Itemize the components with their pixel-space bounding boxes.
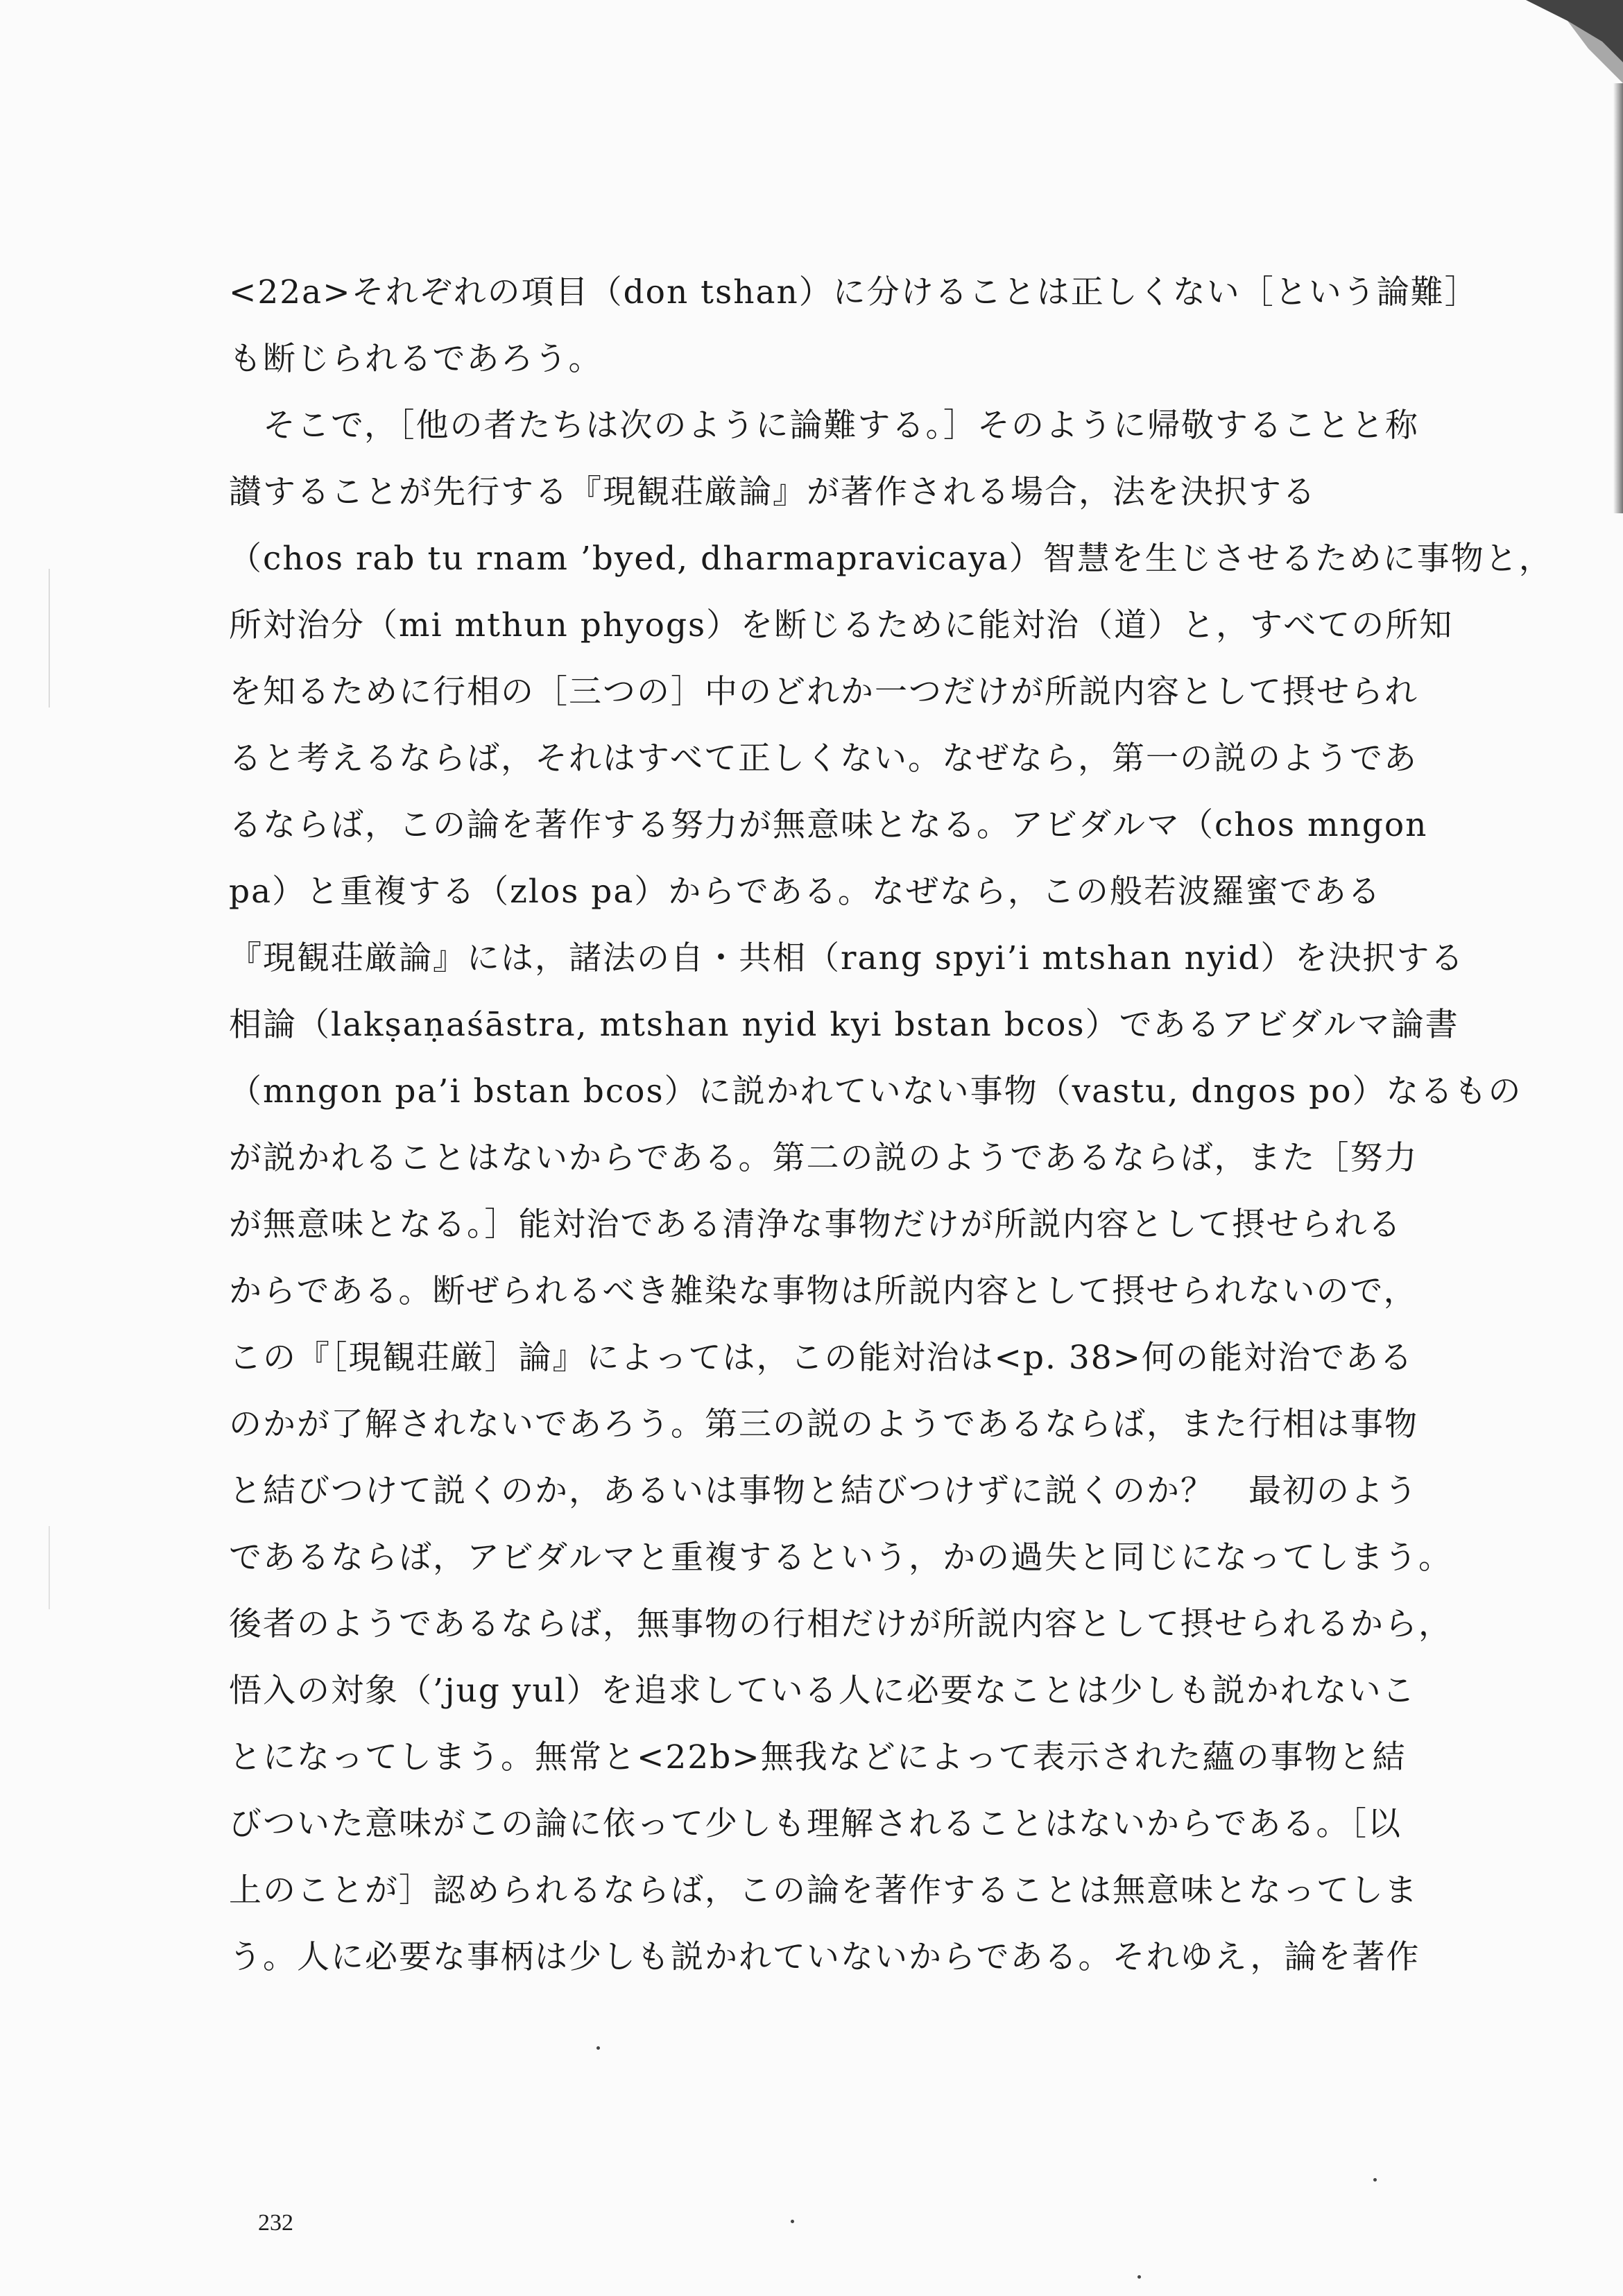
scan-artifact (49, 1526, 50, 1609)
text-line: と結びつけて説くのか，あるいは事物と結びつけずに説くのか？ 最初のよう (229, 1472, 1418, 1510)
text-line: びついた意味がこの論に依って少しも理解されることはないからである。［以 (229, 1805, 1402, 1843)
scan-edge-shadow (1613, 83, 1623, 513)
text-line: のかが了解されないであろう。第三の説のようであるならば，また行相は事物 (229, 1405, 1418, 1443)
page-number: 232 (258, 2210, 293, 2236)
text-line: 讃することが先行する『現観荘厳論』が著作される場合，法を決択する (229, 473, 1316, 511)
text-line: この『［現観荘厳］論』によっては，この能対治は<p. 38>何の能対治である (229, 1339, 1414, 1377)
text-line: が無意味となる。］能対治である清浄な事物だけが所説内容として摂せられる (229, 1206, 1402, 1244)
text-line: （chos rab tu rnam ’byed, dharmapravicaya）智慧を生じさせるために事物と， (229, 540, 1553, 578)
scan-corner-shadow (1484, 0, 1623, 83)
text-line: が説かれることはないからである。第二の説のようであるならば，また［努力 (229, 1139, 1418, 1177)
text-line: 後者のようであるならば，無事物の行相だけが所説内容として摂せられるから， (229, 1605, 1452, 1643)
scan-artifact (49, 569, 50, 708)
text-line: からである。断ぜられるべき雑染な事物は所説内容として摂せられないので， (229, 1272, 1418, 1310)
text-line: 『現観荘厳論』には，諸法の自・共相（rang spyi’i mtshan nyid）を決択する (229, 939, 1465, 977)
text-line: であるならば，アビダルマと重複するという，かの過失と同じになってしまう。 (229, 1539, 1452, 1577)
text-line: ると考えるならば，それはすべて正しくない。なぜなら，第一の説のようであ (229, 739, 1418, 778)
text-line: （mngon pa’i bstan bcos）に説かれていない事物（vastu, dngos po）なるもの (229, 1072, 1522, 1111)
text-line: も断じられるであろう。 (229, 340, 603, 378)
text-line: 所対治分（mi mthun phyogs）を断じるために能対治（道）と，すべての所知 (229, 606, 1454, 644)
text-line: う。人に必要な事柄は少しも説かれていないからである。それゆえ，論を著作 (229, 1938, 1420, 1976)
text-line: るならば，この論を著作する努力が無意味となる。アビダルマ（chos mngon (229, 806, 1428, 844)
text-line: 上のことが］認められるならば，この論を著作することは無意味となってしま (229, 1871, 1418, 1910)
text-line: <22a>それぞれの項目（don tshan）に分けることは正しくない［という論難］ (229, 273, 1479, 311)
text-line: そこで，［他の者たちは次のように論難する。］そのように帰敬することと称 (229, 406, 1420, 445)
text-line: 悟入の対象（’jug yul）を追求している人に必要なことは少しも説かれないこ (229, 1672, 1416, 1710)
scan-speck (596, 2046, 600, 2050)
scan-speck (1137, 2275, 1141, 2279)
scan-speck (791, 2220, 794, 2223)
text-line: 相論（lakṣaṇaśāstra, mtshan nyid kyi bstan bcos）であるアビダルマ論書 (229, 1006, 1459, 1044)
text-line: を知るために行相の［三つの］中のどれか一つだけが所説内容として摂せられ (229, 673, 1418, 711)
scan-speck (1373, 2178, 1377, 2182)
text-line: とになってしまう。無常と<22b>無我などによって表示された蘊の事物と結 (229, 1738, 1407, 1776)
body-text (229, 259, 1553, 1991)
text-line: pa）と重複する（zlos pa）からである。なぜなら，この般若波羅蜜である (229, 873, 1382, 911)
